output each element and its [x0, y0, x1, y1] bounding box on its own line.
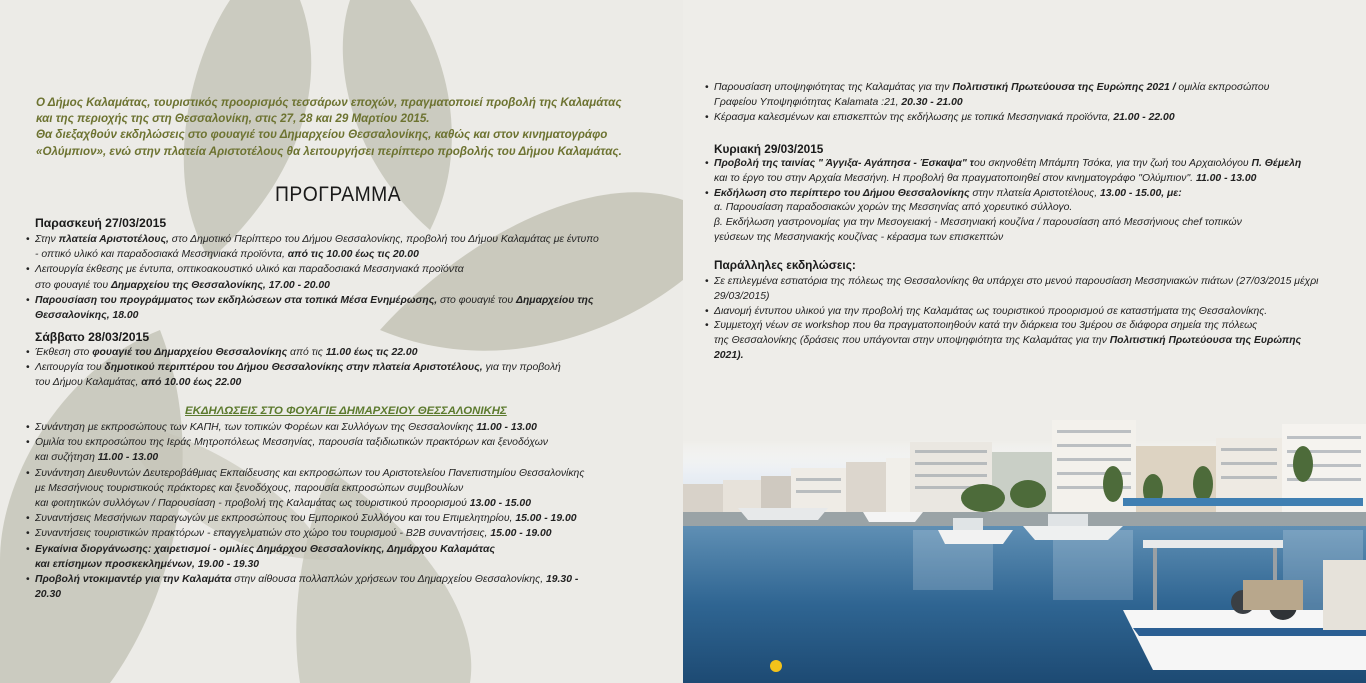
saturday-evening-list — [705, 81, 1345, 125]
intro-paragraph — [36, 95, 656, 160]
harbour-photo — [683, 380, 1366, 683]
intro-line: Θα διεξαχθούν εκδηλώσεις στο φουαγιέ του Δημαρχείου Θεσσαλονίκης, καθώς και στον κινηματογράφο — [36, 128, 608, 142]
list-item: • Σε επιλεγμένα εστιατόρια της πόλεως της Θεσσαλονίκης θα υπάρχει στο μενού παρουσίαση Μεσσηνιακών πιάτων (27/03/2015 μέχρι 29/03/2015) — [705, 275, 1345, 305]
list-item: • Λειτουργία έκθεσης με έντυπα, οπτικοακουστικό υλικό και παραδοσιακά Μεσσηνιακά προϊόντα στο φουαγιέ του Δημαρχείου της Θεσσαλονίκης, 17.00 - 20.00 — [26, 262, 661, 292]
list-item: • Προβολή ντοκιμαντέρ για την Καλαμάτα στην αίθουσα πολλαπλών χρήσεων του Δημαρχείου Θεσσαλονίκης, 19.30 - 20.30 — [26, 572, 661, 602]
intro-line: Ο Δήμος Καλαμάτας, τουριστικός προορισμός τεσσάρων εποχών, πραγματοποιεί προβολή της Καλαμάτας — [36, 96, 622, 109]
events-list — [26, 420, 661, 602]
list-item: • Στην πλατεία Αριστοτέλους, στο Δημοτικό Περίπτερο του Δήμου Θεσσαλονίκης, προβολή του Δήμου Καλαμάτας με έντυπο - οπτικό υλικό και παραδοσιακά Μεσσηνιακά προϊόντα, από τις 10.00 έως τις 20.00 — [26, 232, 661, 262]
program-title: ΠΡΟΓΡΑΜΜΑ — [275, 183, 402, 206]
friday-heading: Παρασκευή 27/03/2015 — [35, 216, 167, 230]
list-item: • Εγκαίνια διοργάνωσης: χαιρετισμοί - ομιλίες Δημάρχου Θεσσαλονίκης, Δημάρχου Καλαμάτας και επίσημων προσκεκλημένων, 19.00 - 19.30 — [26, 542, 661, 572]
list-item: • Παρουσίαση του προγράμματος των εκδηλώσεων στα τοπικά Μέσα Ενημέρωσης, στο φουαγιέ του Δημαρχείου της Θεσσαλονίκης, 18.00 — [26, 293, 661, 323]
list-item: • Συναντήσεις Μεσσήνιων παραγωγών με εκπροσώπους του Εμπορικού Συλλόγου και του Επιμελητηρίου, 15.00 - 19.00 — [26, 511, 661, 526]
list-item: • Συναντήσεις τουριστικών πρακτόρων - επαγγελματιών στο χώρο του τουρισμού - B2B συναντήσεις, 15.00 - 19.00 — [26, 526, 661, 541]
list-item: • Συμμετοχή νέων σε workshop που θα πραγματοποιηθούν κατά την διάρκεια του 3μέρου σε διάφορα σημεία της πόλεως της Θεσσαλονίκης (δράσεις που υπάγονται στην υποψηφιότητα της Καλαμάτας για την Πολιτιστική Πρωτεύουσα της Ευρώπης 2021). — [705, 319, 1345, 363]
list-item: • Ομιλία του εκπροσώπου της Ιεράς Μητροπόλεως Μεσσηνίας, παρουσία ταξιδιωτικών πρακτόρων και ξενοδόχων και συζήτηση 11.00 - 13.00 — [26, 435, 661, 465]
list-item: • Διανομή έντυπου υλικού για την προβολή της Καλαμάτας ως τουριστικού προορισμού σε καταστήματα της Θεσσαλονίκης. — [705, 305, 1345, 320]
list-item: • Λειτουργία του δημοτικού περιπτέρου του Δήμου Θεσσαλονίκης στην πλατεία Αριστοτέλους, για την προβολή του Δήμου Καλαμάτας, από 10.00 έως 22.00 — [26, 360, 661, 390]
sunday-list — [705, 157, 1345, 246]
intro-line: «Ολύμπιον», ενώ στην πλατεία Αριστοτέλους θα λειτουργήσει περίπτερο προβολής του Δήμου Καλαμάτας. — [36, 144, 622, 158]
list-item: • Συνάντηση Διευθυντών Δευτεροβάθμιας Εκπαίδευσης και εκπροσώπων του Αριστοτελείου Πανεπιστημίου Θεσσαλονίκης με Μεσσήνιους τουριστικούς πράκτορες και ξενοδόχους, παρουσία εκπροσώπων συμβουλίων και φοιτητικών συλλόγων / Παρουσίαση - προβολή της Καλαμάτας ως τουριστικού προορισμού 13.00 - 15.00 — [26, 466, 661, 512]
list-item: • Εκδήλωση στο περίπτερο του Δήμου Θεσσαλονίκης στην πλατεία Αριστοτέλους, 13.00 - 15.00, με: α. Παρουσίαση παραδοσιακών χορών της Μεσσηνίας από χορευτικό σύλλογο. β. Εκδήλωση γαστρονομίας για την Μεσογειακή - Μεσσηνιακή κουζίνα / παρουσίαση από Μεσσήνιους chef τοπικών γεύσεων της Μεσσηνιακής κουζίνας - κέρασμα των επισκεπτών — [705, 187, 1345, 246]
list-item: • Κέρασμα καλεσμένων και επισκεπτών της εκδήλωσης με τοπικά Μεσσηνιακά προϊόντα, 21.00 - 22.00 — [705, 111, 1345, 126]
saturday-list — [26, 345, 661, 391]
list-item: • Συνάντηση με εκπροσώπους των ΚΑΠΗ, των τοπικών Φορέων και Συλλόγων της Θεσσαλονίκης 11.00 - 13.00 — [26, 420, 661, 435]
events-heading: ΕΚΔΗΛΩΣΕΙΣ ΣΤΟ ΦΟΥΑΓΙΕ ΔΗΜΑΡΧΕΙΟΥ ΘΕΣΣΑΛΟΝΙΚΗΣ — [185, 405, 507, 417]
friday-list — [26, 232, 661, 323]
intro-line: και της περιοχής της στη Θεσσαλονίκη, στις 27, 28 και 29 Μαρτίου 2015. — [36, 112, 430, 126]
saturday-heading: Σάββατο 28/03/2015 — [35, 330, 150, 344]
list-item: • Παρουσίαση υποψηφιότητας της Καλαμάτας για την Πολιτιστική Πρωτεύουσα της Ευρώπης 2021 / ομιλία εκπροσώπου Γραφείου Υποψηφιότητας Kalamata :21, 20.30 - 21.00 — [705, 81, 1345, 111]
parallel-events-list — [705, 275, 1345, 364]
parallel-events-heading: Παράλληλες εκδηλώσεις: — [714, 258, 856, 272]
sunday-heading: Κυριακή 29/03/2015 — [714, 142, 824, 156]
list-item: • Έκθεση στο φουαγιέ του Δημαρχείου Θεσσαλονίκης από τις 11.00 έως τις 22.00 — [26, 345, 661, 360]
right-page — [683, 0, 1366, 683]
list-item: • Προβολή της ταινίας " Άγγιξα- Αγάπησα - Έσκαψα" του σκηνοθέτη Μπάμπη Τσόκα, για την ζωή του Αρχαιολόγου Π. Θέμελη και το έργο του στην Αρχαία Μεσσήνη. Η προβολή θα πραγματοποιηθεί στον κινηματογράφο "Ολύμπιον". 11.00 - 13.00 — [705, 157, 1345, 187]
